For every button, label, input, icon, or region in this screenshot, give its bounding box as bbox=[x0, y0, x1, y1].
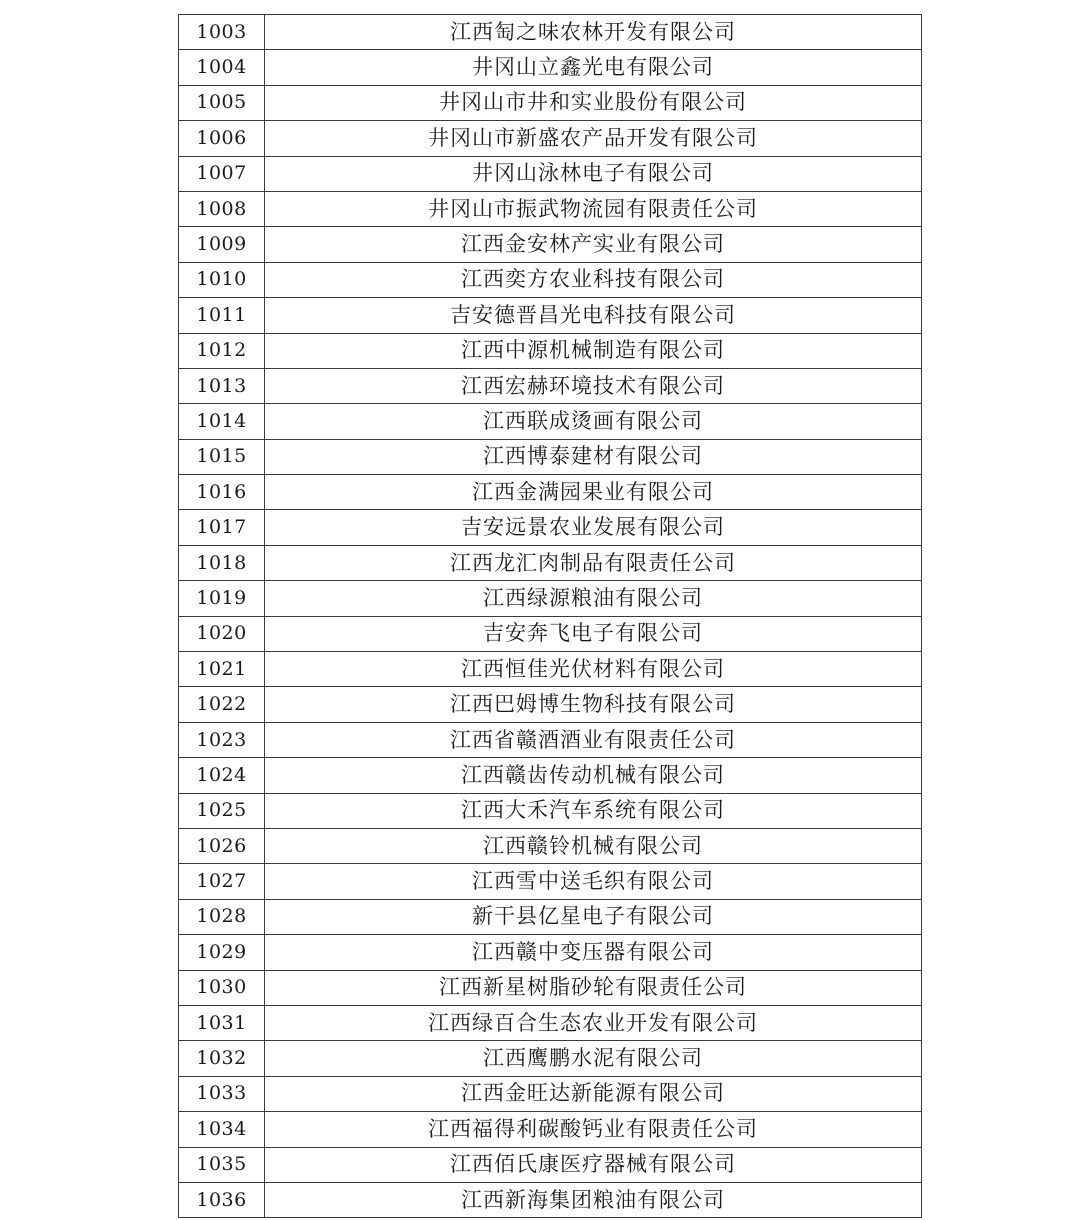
company-name-cell: 江西赣中变压器有限公司 bbox=[265, 935, 922, 970]
row-number-cell: 1019 bbox=[179, 581, 265, 616]
table-row bbox=[179, 191, 922, 226]
row-number-cell: 1033 bbox=[179, 1076, 265, 1111]
company-name-cell: 江西恒佳光伏材料有限公司 bbox=[265, 652, 922, 687]
row-number-cell: 1025 bbox=[179, 793, 265, 828]
table-row bbox=[179, 935, 922, 970]
table-row bbox=[179, 687, 922, 722]
company-name-cell: 江西赣铃机械有限公司 bbox=[265, 828, 922, 863]
company-name-cell: 井冈山市振武物流园有限责任公司 bbox=[265, 191, 922, 226]
company-name-cell: 井冈山市井和实业股份有限公司 bbox=[265, 85, 922, 120]
company-name-cell: 江西联成烫画有限公司 bbox=[265, 404, 922, 439]
company-name-cell: 井冈山市新盛农产品开发有限公司 bbox=[265, 121, 922, 156]
company-name-cell: 江西赣齿传动机械有限公司 bbox=[265, 758, 922, 793]
table-row bbox=[179, 793, 922, 828]
table-row bbox=[179, 1182, 922, 1217]
row-number-cell: 1022 bbox=[179, 687, 265, 722]
table-row bbox=[179, 1041, 922, 1076]
company-name-cell: 江西匋之味农林开发有限公司 bbox=[265, 15, 922, 50]
row-number-cell: 1024 bbox=[179, 758, 265, 793]
table-row bbox=[179, 475, 922, 510]
company-list-body bbox=[179, 15, 922, 1218]
table-row bbox=[179, 1005, 922, 1040]
row-number-cell: 1007 bbox=[179, 156, 265, 191]
table-row bbox=[179, 1076, 922, 1111]
row-number-cell: 1021 bbox=[179, 652, 265, 687]
company-name-cell: 江西雪中送毛织有限公司 bbox=[265, 864, 922, 899]
company-name-cell: 江西鹰鹏水泥有限公司 bbox=[265, 1041, 922, 1076]
row-number-cell: 1009 bbox=[179, 227, 265, 262]
row-number-cell: 1003 bbox=[179, 15, 265, 50]
company-name-cell: 江西巴姆博生物科技有限公司 bbox=[265, 687, 922, 722]
company-name-cell: 江西大禾汽车系统有限公司 bbox=[265, 793, 922, 828]
row-number-cell: 1034 bbox=[179, 1112, 265, 1147]
company-name-cell: 井冈山立鑫光电有限公司 bbox=[265, 50, 922, 85]
table-row bbox=[179, 333, 922, 368]
company-name-cell: 井冈山泳林电子有限公司 bbox=[265, 156, 922, 191]
row-number-cell: 1008 bbox=[179, 191, 265, 226]
table-row bbox=[179, 864, 922, 899]
row-number-cell: 1012 bbox=[179, 333, 265, 368]
table-row bbox=[179, 652, 922, 687]
table-row bbox=[179, 368, 922, 403]
company-name-cell: 江西省赣酒酒业有限责任公司 bbox=[265, 722, 922, 757]
table-row bbox=[179, 828, 922, 863]
table-row bbox=[179, 1112, 922, 1147]
row-number-cell: 1027 bbox=[179, 864, 265, 899]
row-number-cell: 1026 bbox=[179, 828, 265, 863]
row-number-cell: 1014 bbox=[179, 404, 265, 439]
table-row bbox=[179, 899, 922, 934]
company-name-cell: 吉安远景农业发展有限公司 bbox=[265, 510, 922, 545]
row-number-cell: 1028 bbox=[179, 899, 265, 934]
company-name-cell: 吉安德晋昌光电科技有限公司 bbox=[265, 298, 922, 333]
company-name-cell: 江西绿百合生态农业开发有限公司 bbox=[265, 1005, 922, 1040]
table-row bbox=[179, 262, 922, 297]
row-number-cell: 1015 bbox=[179, 439, 265, 474]
company-name-cell: 新干县亿星电子有限公司 bbox=[265, 899, 922, 934]
company-name-cell: 江西博泰建材有限公司 bbox=[265, 439, 922, 474]
row-number-cell: 1018 bbox=[179, 545, 265, 580]
company-name-cell: 吉安奔飞电子有限公司 bbox=[265, 616, 922, 651]
table-row bbox=[179, 404, 922, 439]
row-number-cell: 1032 bbox=[179, 1041, 265, 1076]
row-number-cell: 1031 bbox=[179, 1005, 265, 1040]
row-number-cell: 1029 bbox=[179, 935, 265, 970]
row-number-cell: 1036 bbox=[179, 1182, 265, 1217]
table-row bbox=[179, 50, 922, 85]
company-name-cell: 江西金安林产实业有限公司 bbox=[265, 227, 922, 262]
table-row bbox=[179, 15, 922, 50]
company-name-cell: 江西奕方农业科技有限公司 bbox=[265, 262, 922, 297]
company-name-cell: 江西绿源粮油有限公司 bbox=[265, 581, 922, 616]
table-row bbox=[179, 510, 922, 545]
row-number-cell: 1035 bbox=[179, 1147, 265, 1182]
table-row bbox=[179, 121, 922, 156]
company-name-cell: 江西佰氏康医疗器械有限公司 bbox=[265, 1147, 922, 1182]
row-number-cell: 1016 bbox=[179, 475, 265, 510]
company-list-table bbox=[178, 14, 922, 1218]
row-number-cell: 1010 bbox=[179, 262, 265, 297]
row-number-cell: 1013 bbox=[179, 368, 265, 403]
company-name-cell: 江西新星树脂砂轮有限责任公司 bbox=[265, 970, 922, 1005]
row-number-cell: 1005 bbox=[179, 85, 265, 120]
company-name-cell: 江西新海集团粮油有限公司 bbox=[265, 1182, 922, 1217]
company-name-cell: 江西福得利碳酸钙业有限责任公司 bbox=[265, 1112, 922, 1147]
row-number-cell: 1017 bbox=[179, 510, 265, 545]
table-row bbox=[179, 581, 922, 616]
table-row bbox=[179, 970, 922, 1005]
company-name-cell: 江西金旺达新能源有限公司 bbox=[265, 1076, 922, 1111]
table-row bbox=[179, 1147, 922, 1182]
company-name-cell: 江西中源机械制造有限公司 bbox=[265, 333, 922, 368]
table-row bbox=[179, 156, 922, 191]
row-number-cell: 1004 bbox=[179, 50, 265, 85]
table-row bbox=[179, 545, 922, 580]
row-number-cell: 1006 bbox=[179, 121, 265, 156]
company-name-cell: 江西金满园果业有限公司 bbox=[265, 475, 922, 510]
row-number-cell: 1011 bbox=[179, 298, 265, 333]
table-row bbox=[179, 227, 922, 262]
table-row bbox=[179, 616, 922, 651]
row-number-cell: 1030 bbox=[179, 970, 265, 1005]
row-number-cell: 1020 bbox=[179, 616, 265, 651]
table-row bbox=[179, 298, 922, 333]
company-name-cell: 江西宏赫环境技术有限公司 bbox=[265, 368, 922, 403]
company-name-cell: 江西龙汇肉制品有限责任公司 bbox=[265, 545, 922, 580]
table-row bbox=[179, 85, 922, 120]
table-row bbox=[179, 439, 922, 474]
table-row bbox=[179, 758, 922, 793]
table-row bbox=[179, 722, 922, 757]
row-number-cell: 1023 bbox=[179, 722, 265, 757]
